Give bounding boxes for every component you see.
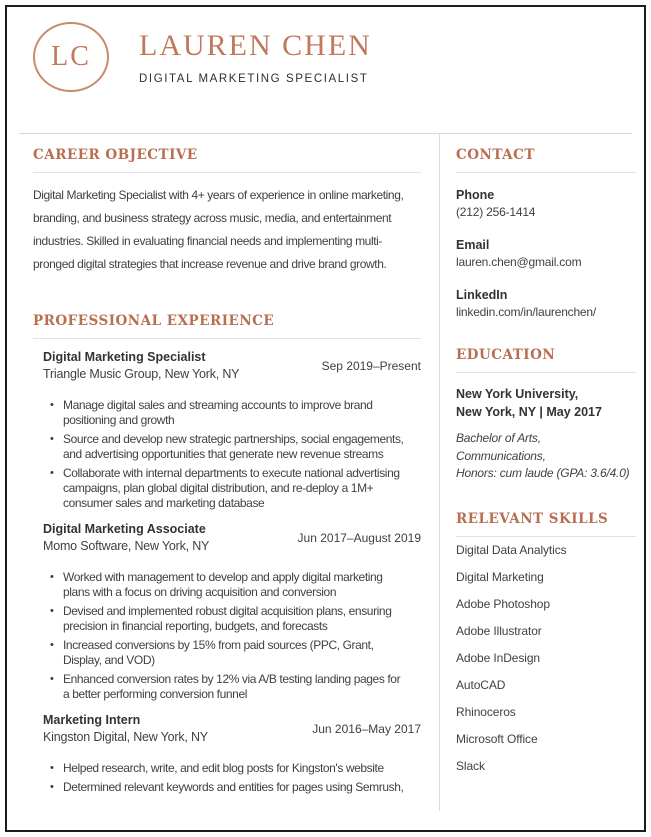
- contact-label: Email: [456, 238, 490, 252]
- job-header: [43, 521, 421, 555]
- header-text: [139, 29, 372, 85]
- bullet-item: • Manage digital sales and streaming accounts to improve brand positioning and growth: [50, 398, 409, 428]
- left-column: [7, 134, 440, 811]
- email-value: lauren.chen@gmail.com: [456, 255, 582, 269]
- job-header: [43, 712, 421, 746]
- contact-label: Phone: [456, 188, 495, 202]
- contact-item-linkedin: [456, 287, 636, 321]
- monogram-initials: LC: [51, 41, 91, 72]
- bullet-item: • Worked with management to develop and apply digital marketing plans with a focus on driving acquisition and conversion: [50, 570, 409, 600]
- education-school: [456, 385, 636, 421]
- bullet-item: • Devised and implemented robust digital acquisition plans, ensuring precision in financial reporting, budgets, and forecasts: [50, 604, 409, 634]
- job-bullet-list: [50, 761, 421, 795]
- right-column: [440, 134, 644, 811]
- phone-value: (212) 256-1414: [456, 205, 536, 219]
- skill-item: Adobe Photoshop: [456, 596, 550, 611]
- contact-item-email: [456, 237, 636, 271]
- education-heading: EDUCATION: [456, 347, 556, 363]
- bullet-item: • Determined relevant keywords and entities for pages using Semrush,: [50, 780, 409, 795]
- bullet-item: • Helped research, write, and edit blog posts for Kingston's website: [50, 761, 409, 776]
- skills-section: [456, 511, 636, 773]
- resume-body: [7, 134, 644, 811]
- objective-line: Digital Marketing Specialist with 4+ years of experience in online marketing,: [33, 188, 404, 202]
- school-name: New York University,: [456, 387, 579, 401]
- bullet-item: • Collaborate with internal departments to execute national advertising campaigns, plan global digital distribution, and re-deploy a 1M+ consumer sales and marketing database: [50, 466, 409, 511]
- bullet-item: • Enhanced conversion rates by 12% via A/B testing landing pages for a better performing conversion funnel: [50, 672, 409, 702]
- contact-label: LinkedIn: [456, 288, 508, 302]
- section-rule: [33, 338, 421, 339]
- candidate-job-title: DIGITAL MARKETING SPECIALIST: [139, 73, 369, 85]
- career-objective-heading: CAREER OBJECTIVE: [33, 147, 198, 163]
- linkedin-value: linkedin.com/in/laurenchen/: [456, 305, 597, 319]
- experience-heading: PROFESSIONAL EXPERIENCE: [33, 313, 275, 329]
- degree-honors: Honors: cum laude (GPA: 3.6/4.0): [456, 466, 630, 480]
- bullet-item: • Increased conversions by 15% from paid sources (PPC, Grant, Display, and VOD): [50, 638, 409, 668]
- job-bullet-list: [50, 398, 421, 511]
- school-location-date: New York, NY | May 2017: [456, 405, 602, 419]
- section-rule: [456, 372, 636, 373]
- degree-line: Communications,: [456, 448, 546, 463]
- bullet-item: • Source and develop new strategic partnerships, social engagements, and advertising opportunities that generate new revenue streams: [50, 432, 409, 462]
- skills-heading: RELEVANT SKILLS: [456, 510, 609, 527]
- skill-item: AutoCAD: [456, 677, 506, 692]
- job-entry: [33, 349, 421, 511]
- job-title: Digital Marketing Specialist: [43, 350, 206, 364]
- resume-page: [5, 5, 646, 832]
- job-company: Triangle Music Group, New York, NY: [43, 367, 240, 381]
- contact-heading: CONTACT: [456, 147, 535, 163]
- education-degree: [456, 430, 636, 483]
- skills-list: [456, 543, 636, 773]
- job-entry: [33, 521, 421, 702]
- job-bullet-list: [50, 570, 421, 702]
- objective-line: branding, and business strategy across music, media, and entertainment: [33, 211, 392, 225]
- job-entry: [33, 712, 421, 795]
- skill-item: Adobe InDesign: [456, 650, 540, 665]
- contact-item-phone: [456, 187, 636, 221]
- section-rule: [456, 172, 636, 173]
- job-dates: Jun 2017–August 2019: [297, 531, 421, 545]
- skill-item: Adobe Illustrator: [456, 623, 542, 638]
- job-header: [43, 349, 421, 383]
- skill-item: Digital Data Analytics: [456, 542, 567, 557]
- degree-line: Bachelor of Arts,: [456, 431, 541, 445]
- resume-header: [7, 7, 644, 92]
- monogram-circle: [33, 22, 109, 92]
- skill-item: Microsoft Office: [456, 731, 538, 746]
- job-title-block: [43, 712, 208, 746]
- experience-section: [33, 313, 421, 795]
- job-title: Marketing Intern: [43, 713, 141, 727]
- education-section: [456, 347, 636, 483]
- section-rule: [33, 172, 421, 173]
- job-company: Kingston Digital, New York, NY: [43, 730, 208, 744]
- job-dates: Jun 2016–May 2017: [312, 722, 421, 736]
- career-objective-section: [33, 147, 421, 276]
- skill-item: Rhinoceros: [456, 704, 516, 719]
- candidate-name: LAUREN CHEN: [139, 29, 372, 62]
- career-objective-text: [33, 184, 421, 276]
- objective-line: pronged digital strategies that increase revenue and drive brand growth.: [33, 257, 387, 271]
- contact-section: [456, 147, 636, 321]
- job-dates: Sep 2019–Present: [321, 359, 421, 373]
- skill-item: Digital Marketing: [456, 569, 544, 584]
- skill-item: Slack: [456, 758, 485, 773]
- objective-line: industries. Skilled in evaluating financial needs and implementing multi-: [33, 234, 383, 248]
- job-title-block: [43, 349, 239, 383]
- job-company: Momo Software, New York, NY: [43, 539, 210, 553]
- job-title-block: [43, 521, 209, 555]
- job-title: Digital Marketing Associate: [43, 522, 206, 536]
- section-rule: [456, 536, 636, 537]
